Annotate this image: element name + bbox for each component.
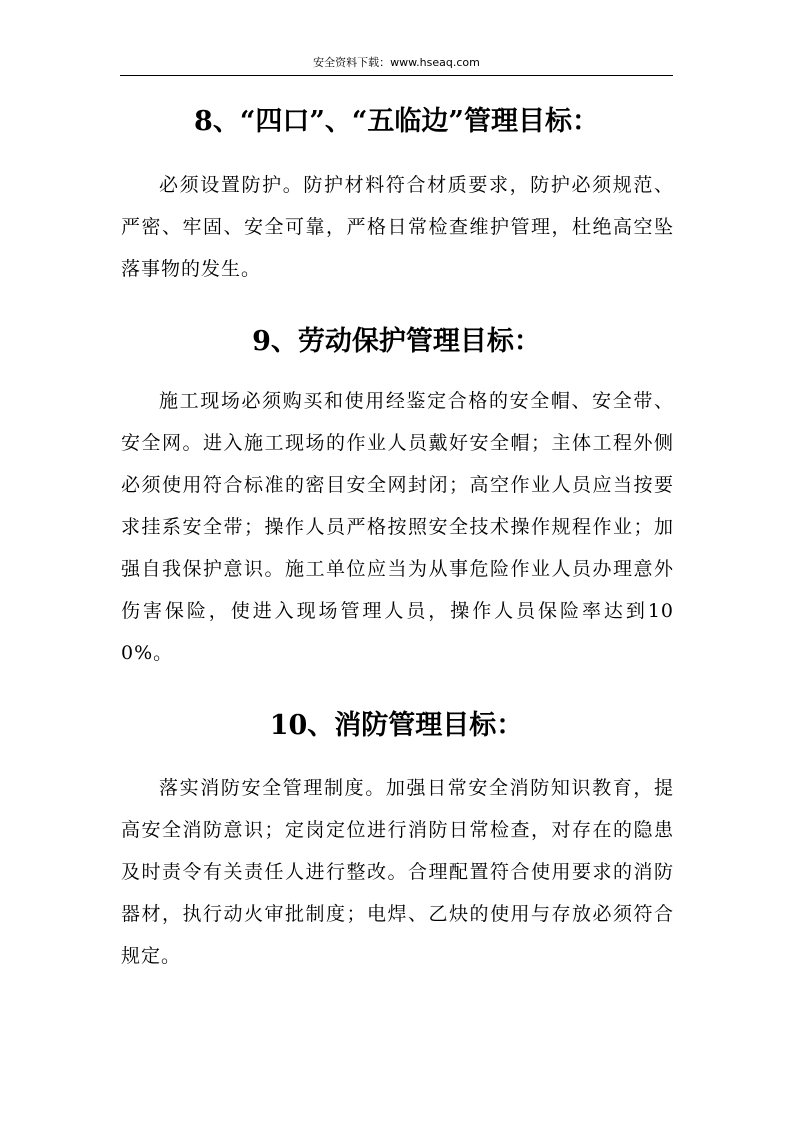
page-header [120,56,673,76]
section-body-labor-protection: 施工现场必须购买和使用经鉴定合格的安全帽、安全带、安全网。进入施工现场的作业人员戴好安全帽；主体工程外侧必须使用符合标准的密目安全网封闭；高空作业人员应当按要求挂系安全带；操作人员严格按照安全技术操作规程作业；加强自我保护意识。施工单位应当为从事危险作业人员办理意外伤害保险，使进入现场管理人员，操作人员保险率达到100%。 [121,390,674,664]
section-body-fire-protection: 落实消防安全管理制度。加强日常安全消防知识教育，提高安全消防意识；定岗定位进行消防日常检查，对存在的隐患及时责令有关责任人进行整改。合理配置符合使用要求的消防器材，执行动火审批制度；电焊、乙炔的使用与存放必须符合规定。 [121,777,674,967]
section-body-four-openings: 必须设置防护。防护材料符合材质要求，防护必须规范、严密、牢固、安全可靠，严格日常检查维护管理，杜绝高空坠落事物的发生。 [121,174,674,280]
section-heading-four-openings: 8、“四口”、“五临边”管理目标： [194,106,599,137]
section-heading-fire-protection: 10、消防管理目标： [269,710,524,741]
section-heading-labor-protection: 9、劳动保护管理目标： [252,326,541,357]
header-text: 安全资料下载：www.hseaq.com [313,56,480,69]
